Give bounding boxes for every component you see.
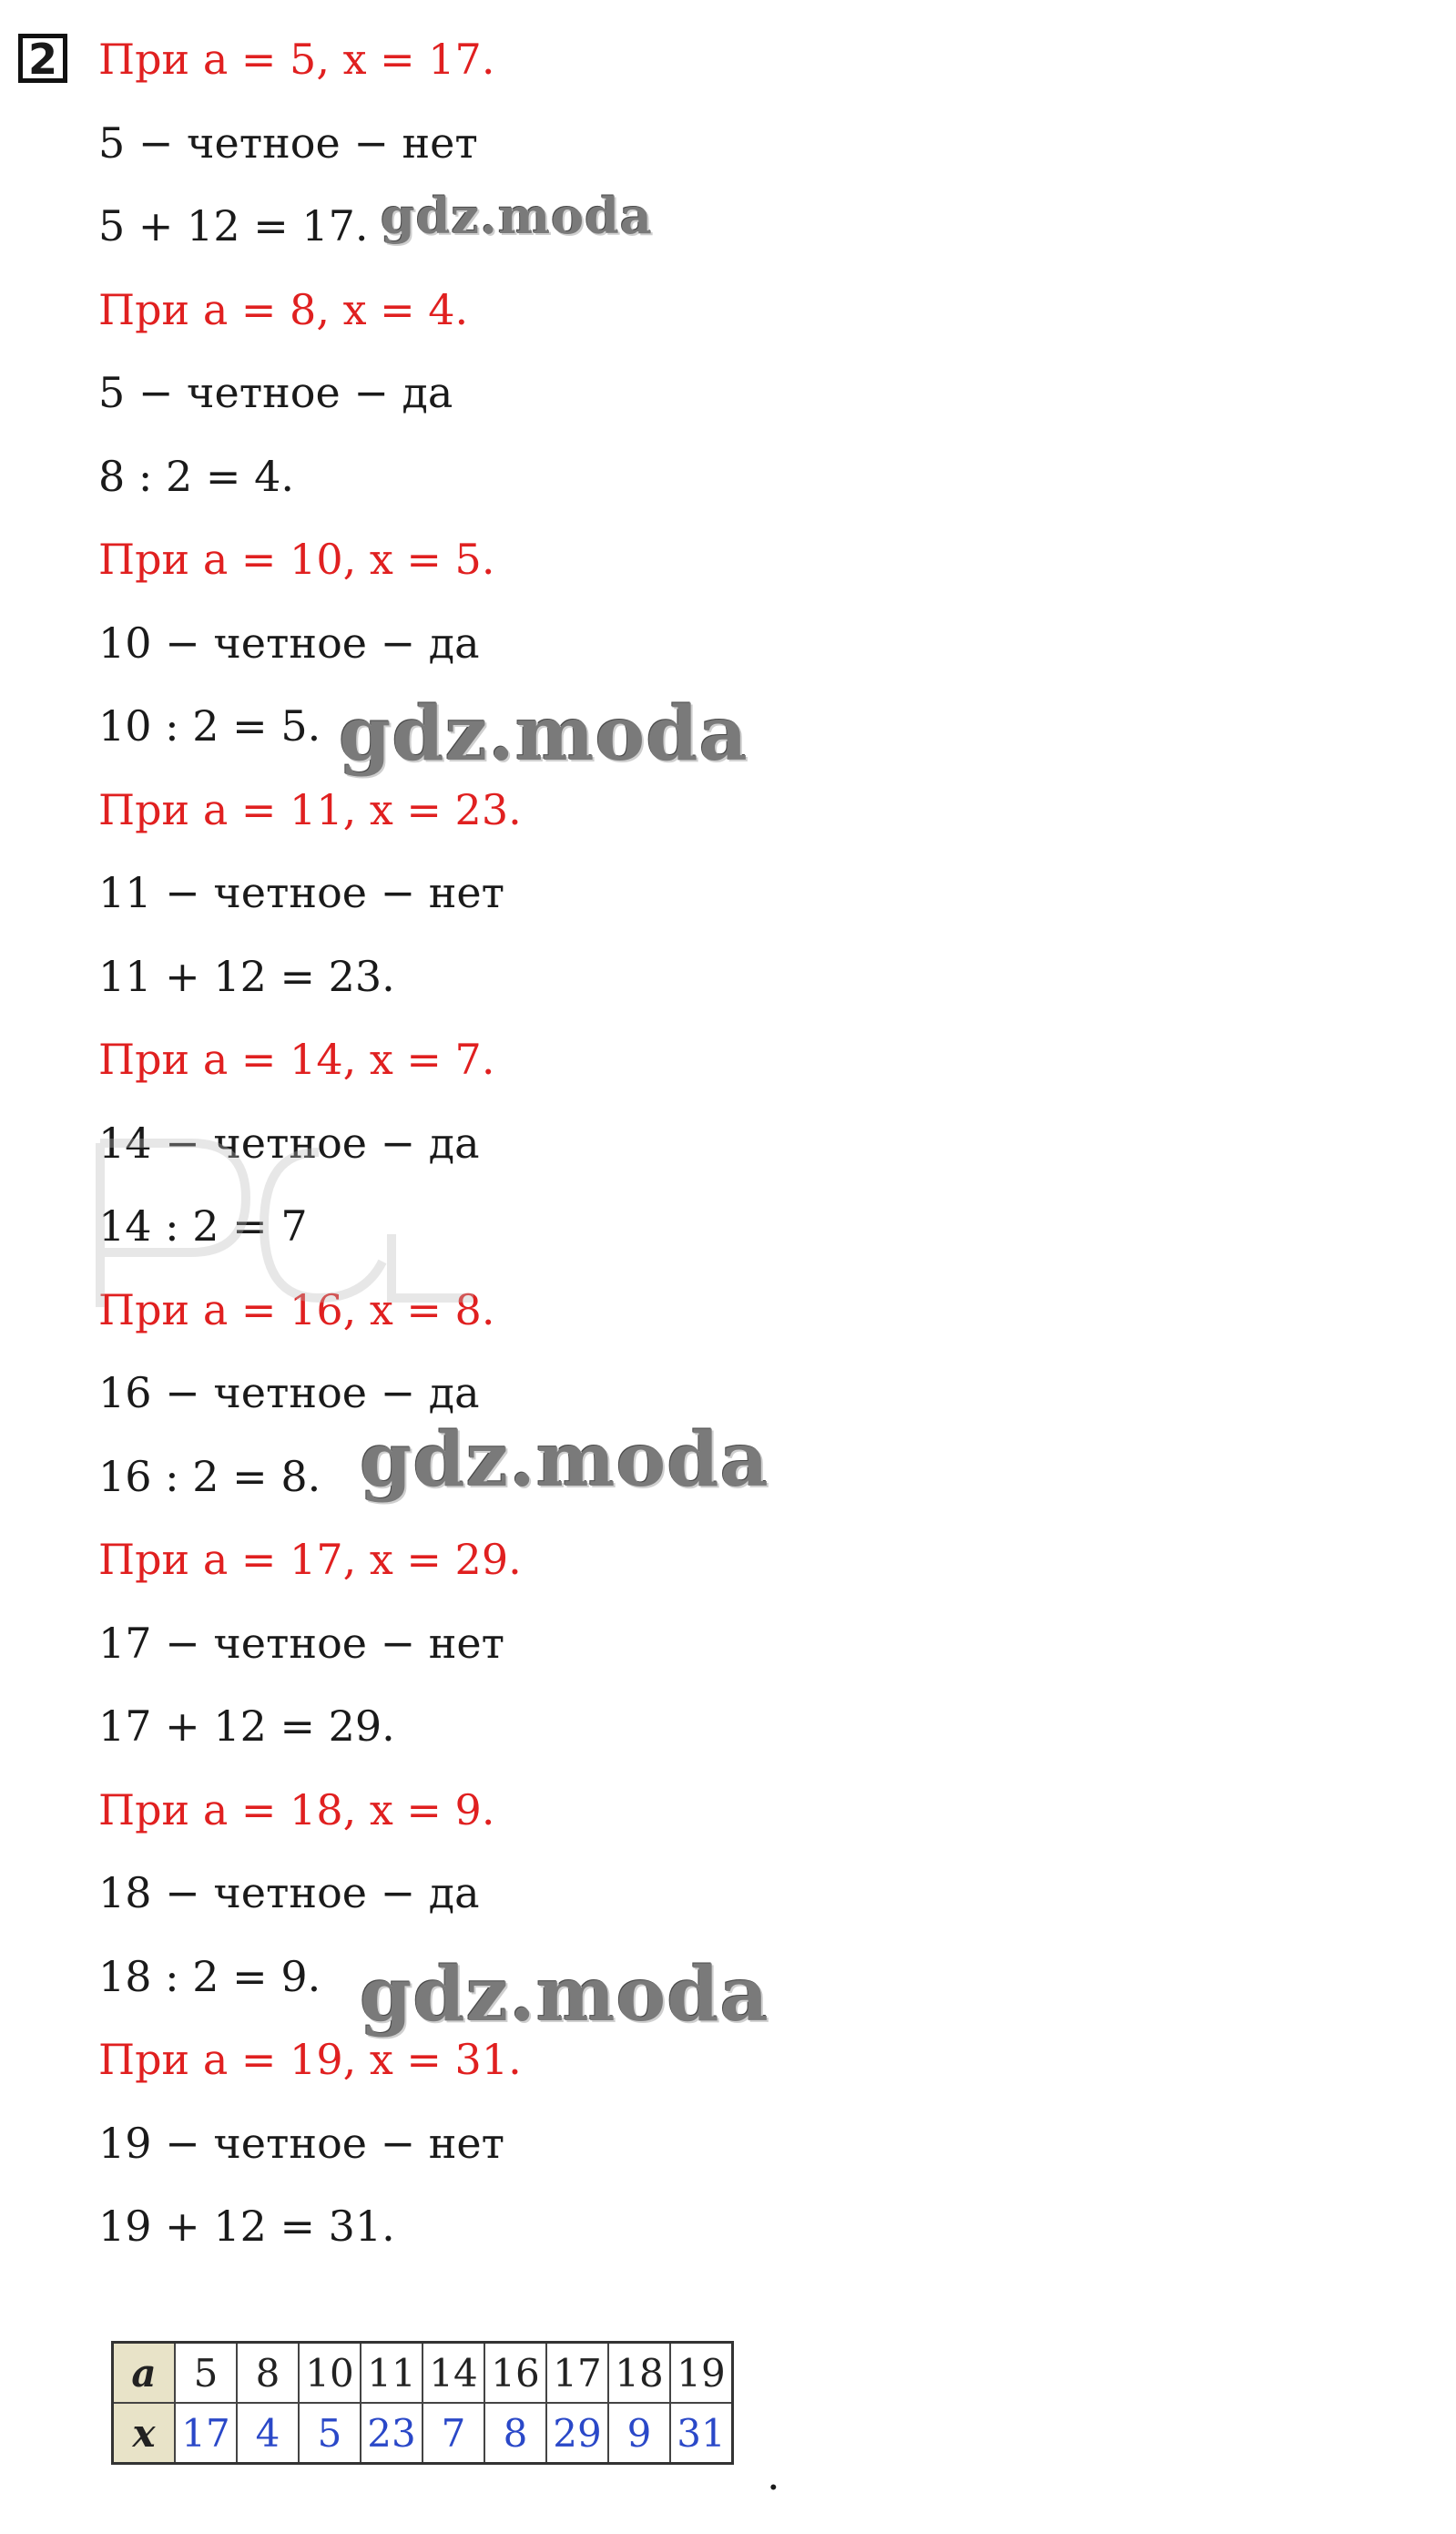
table-head-a: a [113,2343,176,2404]
solution-step: 11 − четное − нет [98,868,505,917]
table-cell-x: 8 [484,2403,546,2464]
solution-step: 17 + 12 = 29. [98,1701,395,1751]
case-heading: При a = 10, x = 5. [98,535,495,584]
table-cell-x: 23 [361,2403,423,2464]
case-heading: При a = 14, x = 7. [98,1035,495,1084]
watermark-2: gdz.moda [339,690,748,778]
solution-step: 19 − четное − нет [98,2118,505,2168]
case-heading: При a = 17, x = 29. [98,1535,522,1584]
table-row-x [113,2403,733,2464]
solution-step: 17 − четное − нет [98,1618,505,1668]
solution-step: 5 + 12 = 17. [98,201,369,250]
solution-step: 16 − четное − да [98,1368,480,1417]
solution-step: 16 : 2 = 8. [98,1451,321,1501]
table-cell-a: 18 [608,2343,670,2404]
watermark-4: gdz.moda [360,1951,769,2038]
table-row-a [113,2343,733,2404]
case-heading: При a = 16, x = 8. [98,1284,495,1334]
table-cell-a: 16 [484,2343,546,2404]
case-heading: При a = 5, x = 17. [98,35,495,84]
table-cell-x: 17 [175,2403,237,2464]
solution-step: 10 : 2 = 5. [98,701,321,751]
solution-step: 14 − четное − да [98,1118,480,1168]
watermark-3: gdz.moda [360,1416,769,1504]
solution-step: 18 − четное − да [98,1868,480,1917]
table-cell-a: 19 [670,2343,733,2404]
table-head-x: x [113,2403,176,2464]
table-cell-x: 4 [237,2403,299,2464]
solution-step: 5 − четное − да [98,368,453,417]
task-number: 2 [18,34,67,83]
solution-step: 18 : 2 = 9. [98,1951,321,2001]
case-heading: При a = 8, x = 4. [98,284,469,334]
table-cell-a: 17 [546,2343,608,2404]
table-cell-a: 8 [237,2343,299,2404]
solution-step: 5 − четное − нет [98,118,478,168]
solution-step: 19 + 12 = 31. [98,2202,395,2251]
table-cell-a: 11 [361,2343,423,2404]
case-heading: При a = 11, x = 23. [98,784,522,834]
ghost-logo-watermark [91,1125,546,1316]
trailing-mark: . [767,2450,780,2499]
table-cell-x: 7 [423,2403,484,2464]
solution-step: 11 + 12 = 23. [98,951,395,1001]
solution-step: 10 − четное − да [98,618,480,668]
solution-step: 8 : 2 = 4. [98,451,294,501]
table-cell-a: 10 [299,2343,361,2404]
table-cell-a: 14 [423,2343,484,2404]
case-heading: При a = 19, x = 31. [98,2035,522,2084]
table-cell-x: 31 [670,2403,733,2464]
case-heading: При a = 18, x = 9. [98,1784,495,1834]
table-cell-a: 5 [175,2343,237,2404]
values-table [111,2341,734,2465]
table-cell-x: 29 [546,2403,608,2464]
solution-step: 14 : 2 = 7 [98,1201,308,1251]
table-cell-x: 9 [608,2403,670,2464]
table-cell-x: 5 [299,2403,361,2464]
watermark-1: gdz.moda [381,187,653,245]
